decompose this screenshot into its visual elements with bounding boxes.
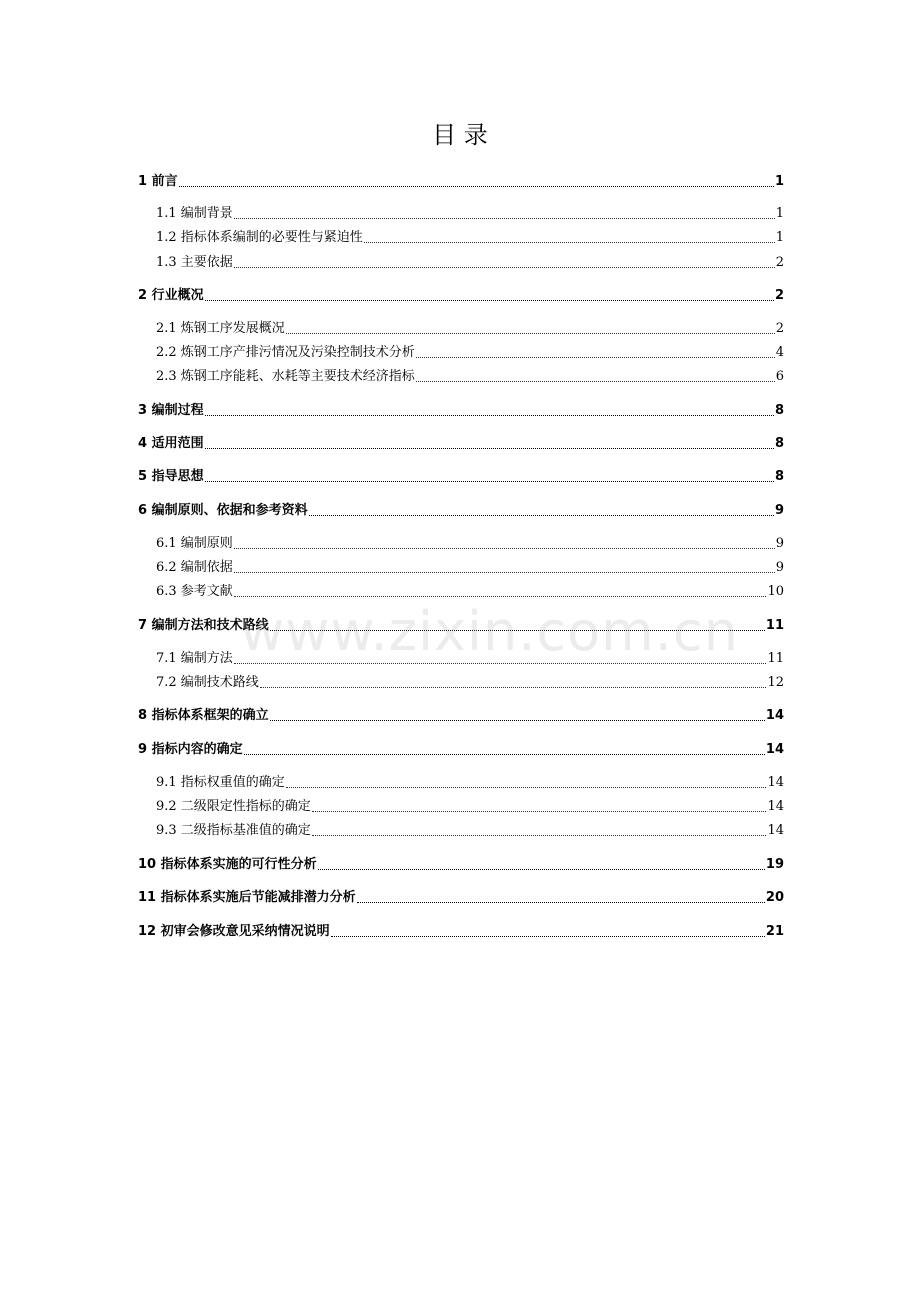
toc-entry[interactable] <box>138 922 784 942</box>
toc-entry-text: 5 指导思想 <box>138 469 204 484</box>
dot-leader <box>244 753 765 755</box>
dot-leader <box>364 241 775 243</box>
dot-leader <box>270 629 765 631</box>
dot-leader <box>357 901 765 903</box>
toc-entry[interactable] <box>156 319 784 339</box>
toc-entry-page: 6 <box>775 369 784 384</box>
dot-leader <box>309 514 774 516</box>
toc-entry[interactable] <box>156 367 784 387</box>
toc-entry[interactable] <box>156 582 784 602</box>
toc-entry[interactable] <box>138 467 784 487</box>
toc-entry[interactable] <box>156 821 784 841</box>
toc-entry-page: 9 <box>775 536 784 551</box>
dot-leader <box>234 662 767 664</box>
toc-entry[interactable] <box>138 401 784 421</box>
toc-entry-page: 8 <box>774 436 784 451</box>
toc-entry-page: 14 <box>767 823 784 838</box>
dot-leader <box>179 185 774 187</box>
toc-entry-page: 8 <box>774 469 784 484</box>
toc-entry-page: 14 <box>765 742 784 757</box>
toc-entry-text: 6 编制原则、依据和参考资料 <box>138 503 308 518</box>
toc-entry[interactable] <box>138 740 784 760</box>
toc-entry[interactable] <box>138 616 784 636</box>
toc-entry-page: 21 <box>765 924 784 939</box>
dot-leader <box>260 686 767 688</box>
toc-entry[interactable] <box>156 558 784 578</box>
toc-entry-page: 4 <box>775 345 784 360</box>
toc-entry-text: 3 编制过程 <box>138 403 204 418</box>
watermark: www.zixin.com.cn <box>240 600 739 663</box>
dot-leader <box>416 356 775 358</box>
toc-entry-text: 9.1 指标权重值的确定 <box>156 775 285 790</box>
toc-entry-text: 9.2 二级限定性指标的确定 <box>156 799 311 814</box>
dot-leader <box>318 868 765 870</box>
dot-leader <box>416 380 775 382</box>
toc-entry-page: 2 <box>775 321 784 336</box>
dot-leader <box>234 571 775 573</box>
toc-entry-text: 6.2 编制依据 <box>156 560 233 575</box>
toc-entry[interactable] <box>138 855 784 875</box>
dot-leader <box>205 414 774 416</box>
toc-entry[interactable] <box>156 534 784 554</box>
toc-entry-page: 14 <box>765 708 784 723</box>
dot-leader <box>286 332 775 334</box>
toc-entry[interactable] <box>138 434 784 454</box>
toc-entry-text: 10 指标体系实施的可行性分析 <box>138 857 317 872</box>
toc-entry[interactable] <box>156 204 784 224</box>
dot-leader <box>234 595 767 597</box>
dot-leader <box>312 810 767 812</box>
toc-entry-page: 2 <box>774 288 784 303</box>
toc-entry-page: 2 <box>775 255 784 270</box>
toc-entry-page: 14 <box>767 799 784 814</box>
toc-entry-text: 2.2 炼钢工序产排污情况及污染控制技术分析 <box>156 345 415 360</box>
toc-entry-page: 8 <box>774 403 784 418</box>
toc-entry-text: 1.3 主要依据 <box>156 255 233 270</box>
dot-leader <box>270 719 765 721</box>
toc-entry-page: 20 <box>765 890 784 905</box>
toc-entry[interactable] <box>138 501 784 521</box>
toc-entry[interactable] <box>156 797 784 817</box>
toc-entry-text: 1 前言 <box>138 174 178 189</box>
toc-entry-text: 1.1 编制背景 <box>156 206 233 221</box>
toc-entry-page: 19 <box>765 857 784 872</box>
toc-entry[interactable] <box>156 673 784 693</box>
toc-entry[interactable] <box>138 172 784 192</box>
toc-entry-page: 9 <box>775 560 784 575</box>
toc-entry[interactable] <box>156 649 784 669</box>
toc-entry[interactable] <box>156 343 784 363</box>
toc-entry-text: 7 编制方法和技术路线 <box>138 618 269 633</box>
toc-title: 目 录 <box>432 121 488 149</box>
toc-entry-text: 9.3 二级指标基准值的确定 <box>156 823 311 838</box>
toc-entry-text: 6.3 参考文献 <box>156 584 233 599</box>
toc-entry-text: 2.1 炼钢工序发展概况 <box>156 321 285 336</box>
dot-leader <box>331 935 765 937</box>
dot-leader <box>234 217 775 219</box>
dot-leader <box>205 447 774 449</box>
toc-entry-page: 1 <box>775 230 784 245</box>
toc-entry-text: 12 初审会修改意见采纳情况说明 <box>138 924 330 939</box>
toc-entry-text: 7.2 编制技术路线 <box>156 675 259 690</box>
toc-entry-text: 8 指标体系框架的确立 <box>138 708 269 723</box>
toc-entry-page: 11 <box>765 618 784 633</box>
toc-entry[interactable] <box>156 773 784 793</box>
toc-entry-text: 1.2 指标体系编制的必要性与紧迫性 <box>156 230 363 245</box>
toc-entry[interactable] <box>138 706 784 726</box>
dot-leader <box>312 834 767 836</box>
dot-leader <box>234 547 775 549</box>
toc-entry-page: 12 <box>767 675 784 690</box>
toc-entry-text: 9 指标内容的确定 <box>138 742 243 757</box>
toc-entry-page: 14 <box>767 775 784 790</box>
toc-entry[interactable] <box>138 286 784 306</box>
dot-leader <box>205 480 774 482</box>
toc-entry-page: 1 <box>775 206 784 221</box>
toc-entry-text: 7.1 编制方法 <box>156 651 233 666</box>
toc-entry-text: 4 适用范围 <box>138 436 204 451</box>
dot-leader <box>234 266 775 268</box>
toc-entry-text: 2 行业概况 <box>138 288 204 303</box>
toc-entry[interactable] <box>138 888 784 908</box>
dot-leader <box>205 299 774 301</box>
toc-entry-text: 2.3 炼钢工序能耗、水耗等主要技术经济指标 <box>156 369 415 384</box>
toc-entry[interactable] <box>156 228 784 248</box>
toc-entry-text: 11 指标体系实施后节能减排潜力分析 <box>138 890 356 905</box>
toc-entry-page: 9 <box>774 503 784 518</box>
toc-entry-page: 1 <box>774 174 784 189</box>
toc-entry[interactable] <box>156 253 784 273</box>
toc-entry-page: 11 <box>767 651 784 666</box>
toc-entry-page: 10 <box>767 584 784 599</box>
toc-entry-text: 6.1 编制原则 <box>156 536 233 551</box>
dot-leader <box>286 786 767 788</box>
